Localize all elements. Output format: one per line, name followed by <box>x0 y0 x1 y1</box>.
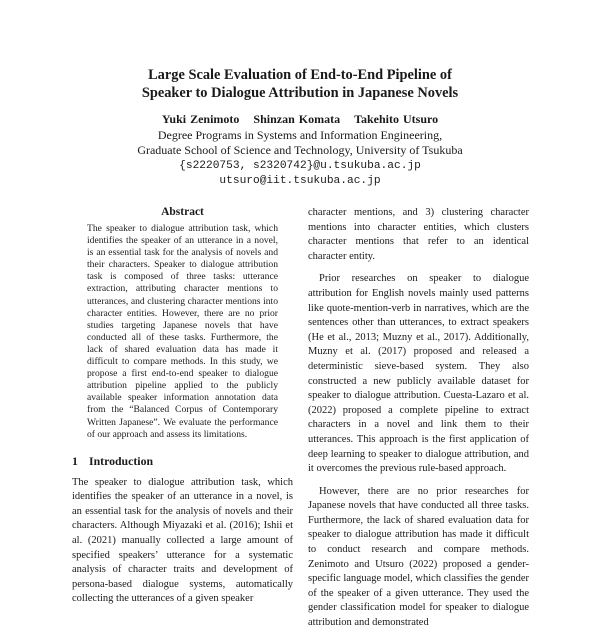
abstract-text: The speaker to dialogue attribution task, which identifies the speaker of an utterance in a novel, is an essential task for the analysis of novels and their characters. Speaker to dialogue attribution task is composed of three tasks: utterance extraction, attributing character mentions to utterances, and clustering character mentions into character entities. However, there are no prior studies targeting Japanese novels that have conducted all of these tasks. Furthermore, the lack of shared evaluation data has made it difficult to compare methods. In this study, we propose a first end-to-end speaker to dialogue attribution pipeline applied to the publicly available speaker information annotation data from the “Balanced Corpus of Contemporary Written Japanese”. We evaluate the performance of our approach and assess its limitations. <box>87 223 278 440</box>
paper-title <box>0 66 600 102</box>
section-title: Introduction <box>89 453 154 468</box>
right-column-body <box>308 206 529 631</box>
author-names <box>0 112 600 128</box>
paragraph-prior-research: Prior researches on speaker to dialogue attribution for English novels mainly used patterns like quote-mention-verb in narratives, which are the sentences other than utterances, to extract speakers (He et al., 2013; Muzny et al., 2017). Additionally, Muzny et al. (2017) proposed and released a deterministic sieve-based system. They also constructed a new publicly available dataset for speaker to dialogue attribution. Cuesta-Lazaro et al. (2022) proposed a complete pipeline to extract characters in a novel and link them to their utterances. This approach is the first application of deep learning to speaker to dialogue attribution, and it overcomes the previous rule-based approach. <box>308 273 529 475</box>
email-line-1: {s2220753, s2320742}@u.tsukuba.ac.jp <box>179 159 421 172</box>
author-name: Shinzan Komata <box>253 112 341 126</box>
author-block <box>0 112 600 190</box>
affiliation-line-1: Degree Programs in Systems and Information Engineering, <box>157 127 443 142</box>
introduction-body <box>72 476 293 607</box>
author-name: Yuki Zenimoto <box>161 112 240 126</box>
title-line-1: Large Scale Evaluation of End-to-End Pipeline of <box>148 67 452 83</box>
section-heading-introduction <box>72 454 293 468</box>
title-line-2: Speaker to Dialogue Attribution in Japanese Novels <box>141 85 459 101</box>
email-line-2: utsuro@iit.tsukuba.ac.jp <box>219 175 381 187</box>
author-name: Takehito Utsuro <box>354 112 439 126</box>
section-number: 1 <box>72 453 78 468</box>
paragraph-japanese-novels: However, there are no prior researches for Japanese novels that have conducted all three tasks. Furthermore, the lack of shared evaluation data for speaker to dialogue attribution has made it difficult to conduct research and compare methods. Zenimoto and Utsuro (2022) proposed a gender-specific language model, which classifies the gender of the speaker of a given utterance. They used the gender classification model for speaker to dialogue attribution and demonstrated <box>308 485 529 629</box>
introduction-paragraph: The speaker to dialogue attribution task, which identifies the speaker of an utterance in a novel, is an essential task for the analysis of novels and their characters. Although Miyazaki et al. (2016); Ishii et al. (2021) manually collected a large amount of specified speakers’ utterance for a systematic analysis of character traits and development of persona-based dialogue systems, automatically collecting the utterances of a given speaker <box>72 476 293 605</box>
right-column <box>308 206 529 639</box>
affiliation-line-2: Graduate School of Science and Technology, University of Tsukuba <box>137 143 463 157</box>
left-column <box>72 205 293 615</box>
paragraph-continuation: character mentions, and 3) clustering character mentions into character entities, which clusters character mentions that refer to an identical character entity. <box>308 207 529 262</box>
abstract-heading: Abstract <box>161 206 204 218</box>
